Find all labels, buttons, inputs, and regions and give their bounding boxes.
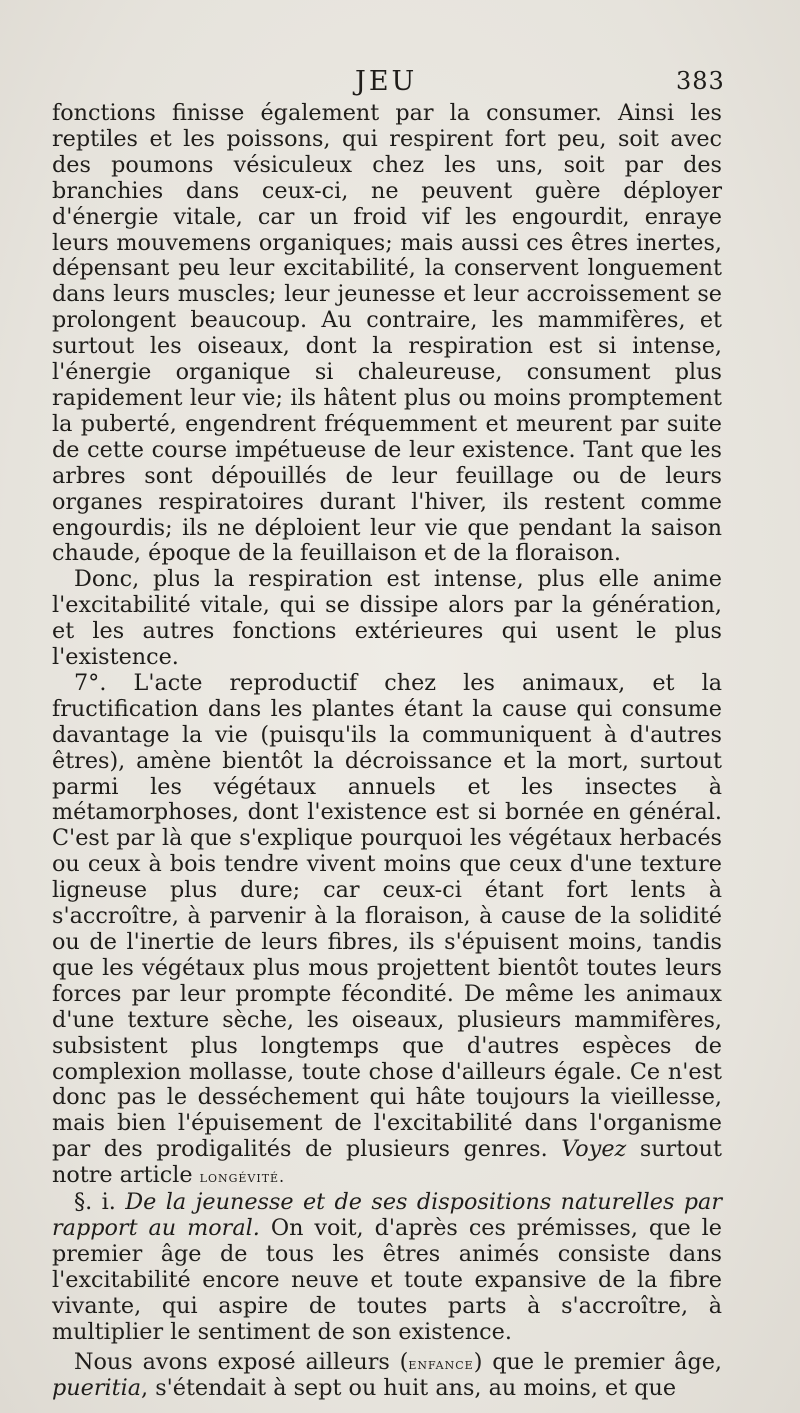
latin-term: pueritia: [52, 1375, 142, 1402]
paragraph-text: On voit, d'après ces prémisses, que le premier âge de tous les êtres animés consiste dans l'excitabilité encore neuve et toute expansive de la fibre vivante, qui aspire de toutes parts à s'accroître, à multiplier le sentiment de son existence.: [52, 1214, 722, 1345]
section-title: De la jeunesse et de ses dispositions naturelles par rapport au moral.: [52, 1189, 722, 1241]
paragraph-acte-reproductif: [52, 671, 722, 1190]
paragraph-premier-age: [52, 1350, 722, 1403]
running-title: JEU: [355, 66, 418, 97]
see-also-label: Voyez: [561, 1136, 627, 1163]
cross-reference-enfance: enfance: [408, 1353, 474, 1373]
paragraph-text: 7°. L'acte reproductif chez les animaux, et la fructification dans les plantes étant la cause qui consume davantage la vie (puisqu'ils la communiquent à d'autres êtres), amène bientôt la décroissance et la mort, surtout parmi les végétaux annuels et les insectes à métamorphoses, dont l'existence est si bornée en général. C'est par là que s'explique pourquoi les végétaux herbacés ou ceux à bois tendre vivent moins que ceux d'une texture ligneuse plus dure; car ceux-ci étant fort lents à s'accroître, à parvenir à la floraison, à cause de la solidité ou de l'inertie de leurs fibres, ils s'épuisent moins, tandis que les végétaux plus mous projettent bientôt toutes leurs forces par leur prompte fécondité. De même les animaux d'une texture sèche, les oiseaux, plusieurs mammifères, subsistent plus longtemps que d'autres espèces de complexion mollasse, toute chose d'ailleurs égale. Ce n'est donc pas le desséchement qui hâte toujours la vieillesse, mais bien l'épuisement de l'excitabilité dans l'organisme par des prodigalités de plusieurs genres.: [52, 669, 722, 1163]
section-jeunesse: [52, 1190, 722, 1345]
paragraph-respiration: fonctions finisse également par la consumer. Ainsi les reptiles et les poissons, qui respirent fort peu, soit avec des poumons vésiculeux chez les uns, soit par des branchies dans ceux-ci, ne peuvent guère déployer d'énergie vitale, car un froid vif les engourdit, enraye leurs mouvemens organiques; mais aussi ces êtres inertes, dépensant peu leur excitabilité, la conservent longuement dans leurs muscles; leur jeunesse et leur accroissement se prolongent beaucoup. Au contraire, les mammifères, et surtout les oiseaux, dont la respiration est si intense, l'énergie organique si chaleureuse, consument plus rapidement leur vie; ils hâtent plus ou moins promptement la puberté, engendrent fréquemment et meurent par suite de cette course impétueuse de leur existence. Tant que les arbres sont dépouillés de leur feuillage ou de leurs organes respiratoires durant l'hiver, ils restent comme engourdis; ils ne déploient leur vie que pendant la saison chaude, époque de la feuillaison et de la floraison.: [52, 100, 722, 567]
body-text: [52, 101, 722, 1402]
paragraph-text: surtout notre article: [52, 1136, 722, 1189]
section-number: §. i.: [74, 1189, 116, 1216]
cross-reference-longevite: longévité.: [199, 1167, 286, 1187]
paragraph-text: ) que le premier âge,: [473, 1348, 722, 1375]
paragraph-donc: Donc, plus la respiration est intense, plus elle anime l'excitabilité vitale, qui se dissipe alors par la génération, et les autres fonctions extérieures qui usent le plus l'existence.: [52, 566, 722, 671]
paragraph-text: Nous avons exposé ailleurs (: [74, 1348, 409, 1375]
paragraph-text: , s'étendait à sept ou huit ans, au moins, et que: [141, 1375, 677, 1402]
page-number: 383: [676, 67, 725, 95]
